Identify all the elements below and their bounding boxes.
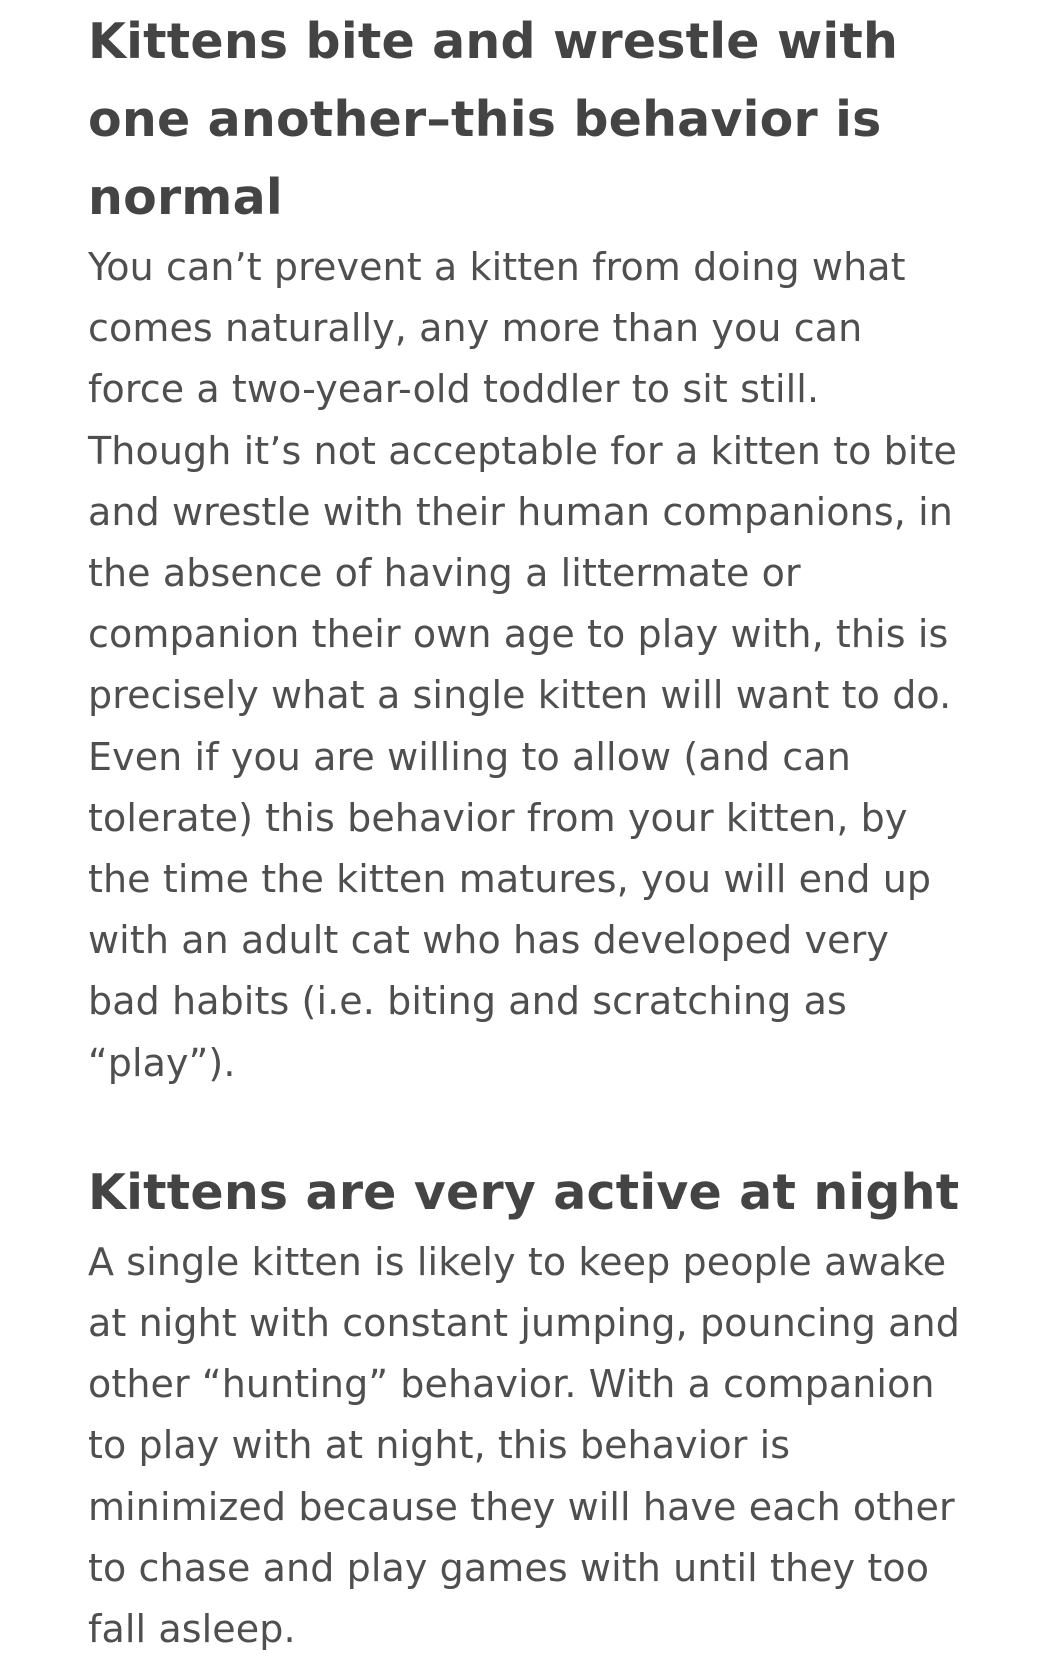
section-spacer — [88, 1094, 968, 1154]
section-paragraph: You can’t prevent a kitten from doing what comes naturally, any more than you can force a two-year-old toddler to sit still. Though it’s not acceptable for a kitten to bite and wrestle with their human companions, in the absence of having a littermate or companion their own age to play with, this is precisely what a single kitten will want to do. Even if you are willing to allow (and can tolerate) this behavior from your kitten, by the time the kitten matures, you will end up with an adult cat who has developed very bad habits (i.e. biting and scratching as “play”). — [88, 245, 958, 1085]
article-content — [88, 0, 968, 1660]
section-heading: Kittens are very active at night — [88, 1163, 960, 1221]
section-paragraph: A single kitten is likely to keep people awake at night with constant jumping, pouncing and other “hunting” behavior. With a companion to play with at night, this behavior is minimized because they will have each other to chase and play games with until they too fall asleep. — [88, 1239, 960, 1652]
section-heading: Kittens bite and wrestle with one another–this behavior is normal — [88, 13, 899, 226]
